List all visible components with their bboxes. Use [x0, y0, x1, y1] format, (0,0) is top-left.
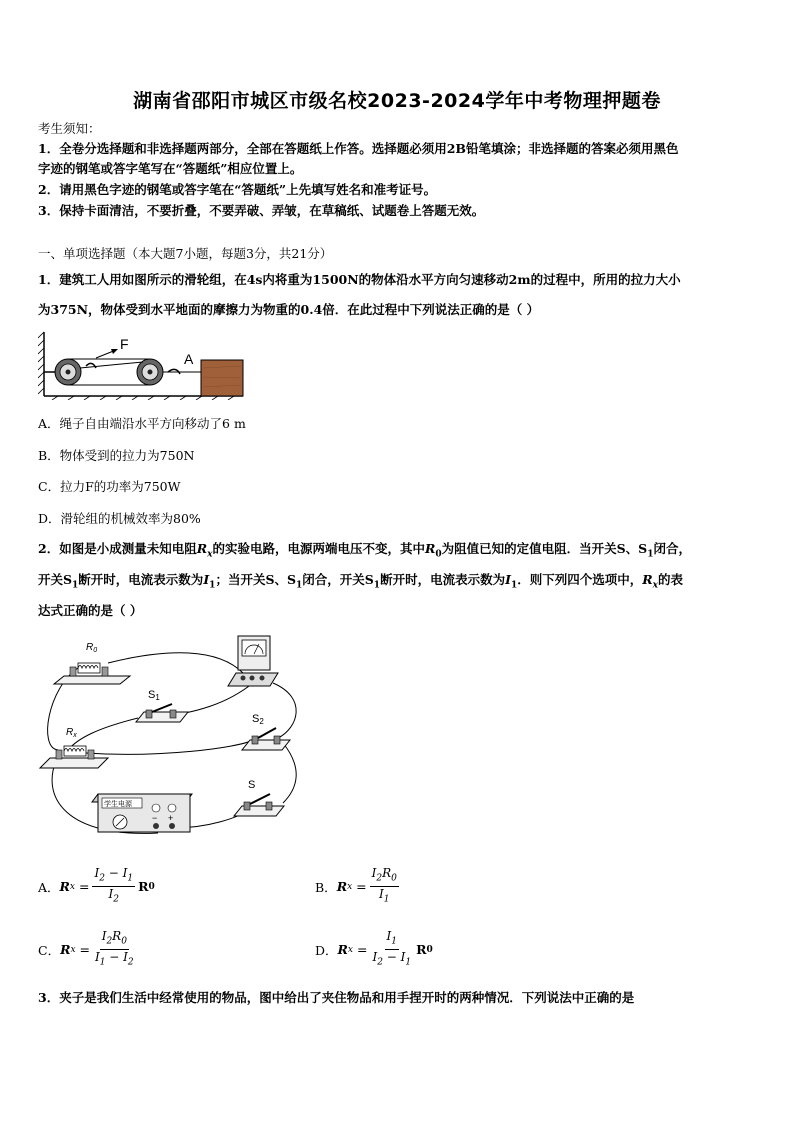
q1-stem-line1: 1．建筑工人用如图所示的滑轮组，在4s内将重为1500N的物体沿水平方向匀速移动2m的过程中，所用的拉力大小: [38, 272, 681, 287]
force-label-F: F: [120, 336, 129, 352]
notice-item-1-cont: 字迹的钢笔或答字笔写在“答题纸”相应位置上。: [38, 161, 303, 176]
fig-label-plus: +: [168, 813, 174, 823]
q2-option-a: A． R x = $\frac{I_2 - I_1}{I_2}$ R 0: [38, 866, 155, 905]
q1-option-d: D．滑轮组的机械效率为80%: [38, 511, 201, 526]
q2-circuit-figure: [38, 628, 308, 850]
notice-item-1: 1．全卷分选择题和非选择题两部分，全部在答题纸上作答。选择题必须用2B铅笔填涂；非选择题的答案必须用黑色: [38, 141, 679, 156]
q2-stem-line3: 达式正确的是（ ）: [38, 603, 143, 618]
fig-label-r0: $R_0$: [86, 642, 98, 654]
q2-stem-line2: 开关$S_1$断开时，电流表示数为$I_1$；当开关S、$S_1$闭合，开关$S_1$断开时，电流表示数为$I_1$．则下列四个选项中，$R_x$的表: [38, 572, 683, 591]
fig-label-minus: −: [152, 813, 158, 823]
q3-stem-line1: 3．夹子是我们生活中经常使用的物品，图中给出了夹住物品和用手捏开时的两种情况．下列说法中正确的是: [38, 990, 635, 1005]
q1-pulley-figure: [38, 330, 248, 400]
page-title: 湖南省邵阳市城区市级名校2023-2024学年中考物理押题卷: [133, 90, 661, 112]
q2-option-d: D． R x = $\frac{I_1}{I_2 - I_1}$ R 0: [315, 929, 433, 968]
object-label-A: A: [184, 351, 194, 367]
fig-label-s2: S2: [252, 713, 264, 726]
q1-option-c: C．拉力F的功率为750W: [38, 479, 181, 494]
fig-label-s: S: [248, 779, 256, 791]
notice-item-3: 3．保持卡面清洁，不要折叠，不要弄破、弄皱，在草稿纸、试题卷上答题无效。: [38, 203, 485, 218]
fig-label-rx: $R_x$: [66, 727, 77, 739]
q2-option-b: B． R x = $\frac{I_2R_0}{I_1}$: [315, 866, 397, 905]
section-heading: 一、单项选择题（本大题7小题，每题3分，共21分）: [38, 246, 333, 261]
notice-heading: 考生须知：: [38, 121, 101, 136]
notice-item-2: 2．请用黑色字迹的钢笔或答字笔在“答题纸”上先填写姓名和准考证号。: [38, 182, 437, 197]
q2-stem-line1: 2．如图是小成测量未知电阻$R_x$的实验电路，电源两端电压不变，其中$R_0$为阻值已知的定值电阻．当开关S、$S_1$闭合，: [38, 541, 691, 560]
q1-stem-line2: 为375N，物体受到水平地面的摩擦力为物重的0.4倍．在此过程中下列说法正确的是（ ）: [38, 302, 540, 317]
q1-option-b: B．物体受到的拉力为750N: [38, 448, 195, 463]
q1-option-a: A．绳子自由端沿水平方向移动了6 m: [38, 416, 246, 431]
fig-label-s1: S1: [148, 689, 160, 702]
fig-label-power-supply: 学生电源: [104, 800, 132, 808]
q2-option-c: C． R x = $\frac{I_2R_0}{I_1 - I_2}$: [38, 929, 134, 968]
